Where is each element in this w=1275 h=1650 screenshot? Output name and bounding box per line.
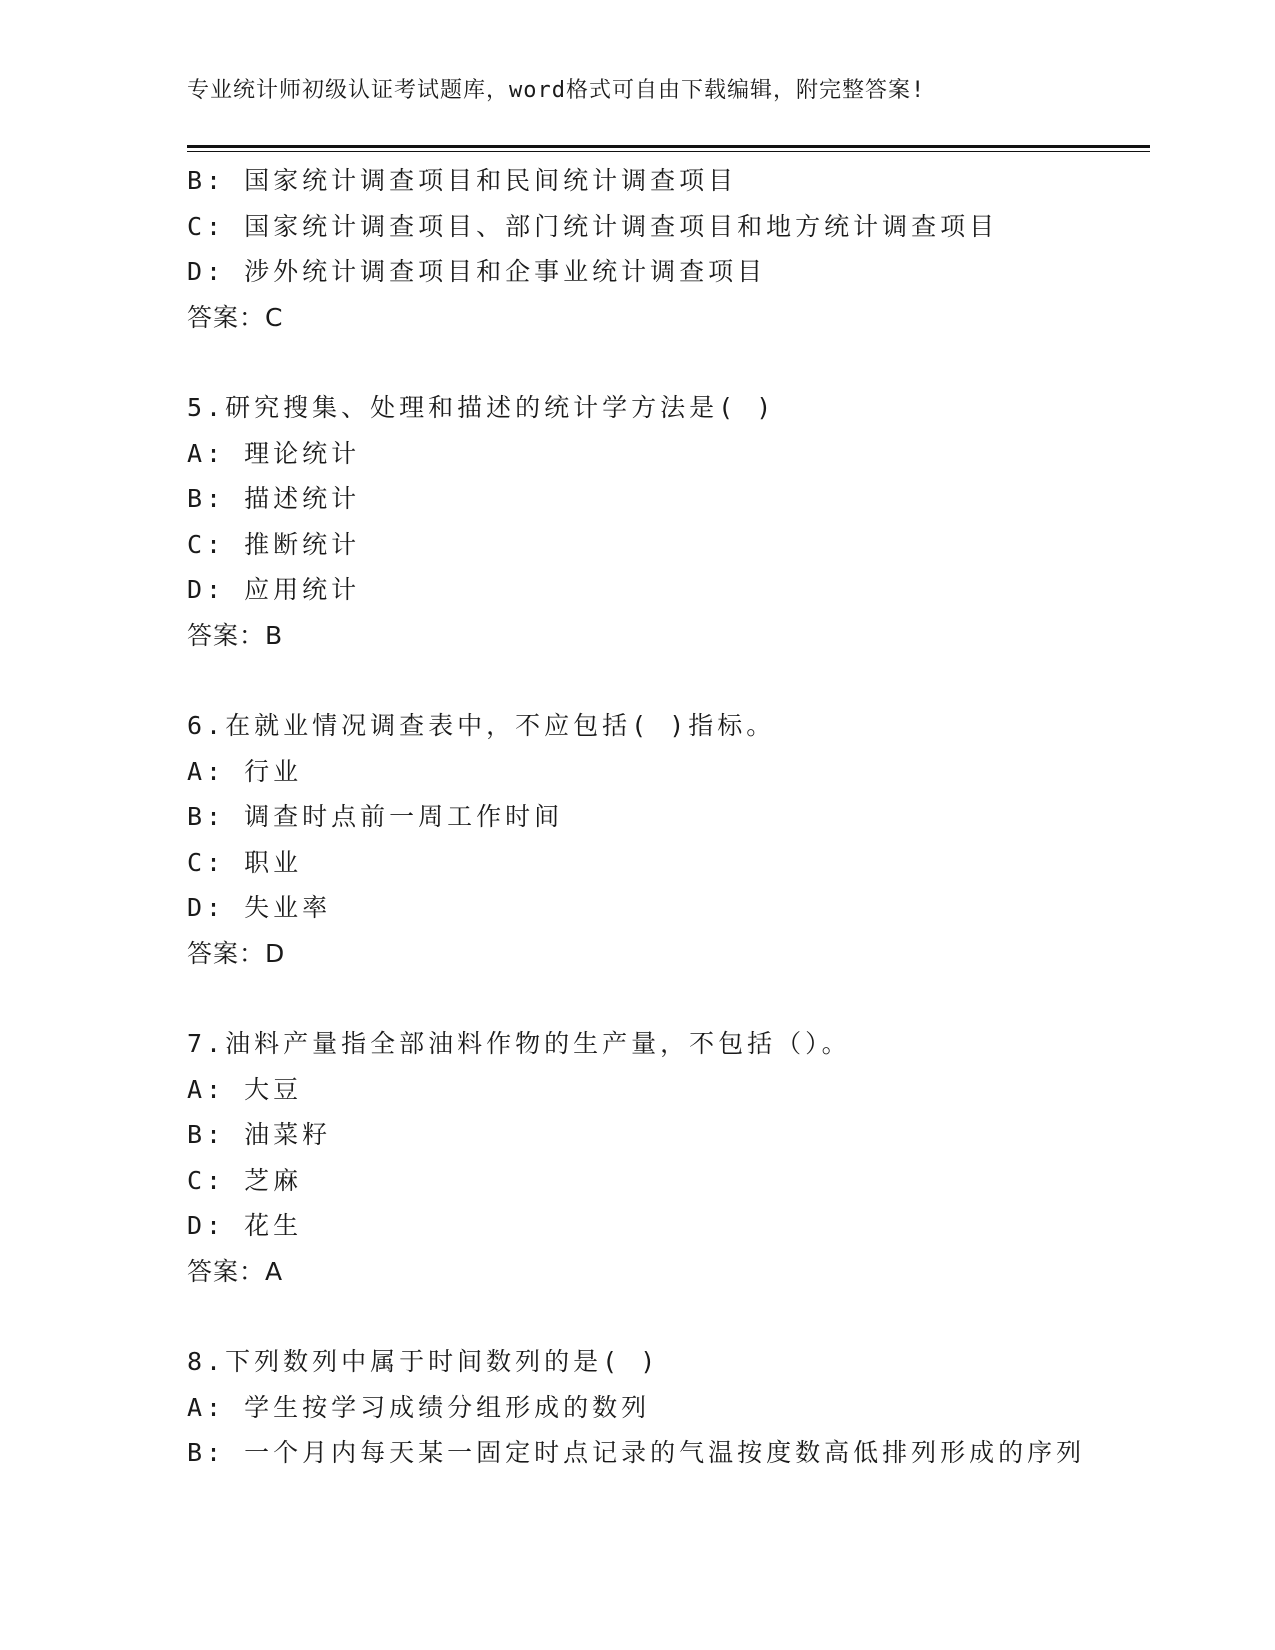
question-block bbox=[187, 1339, 1150, 1476]
question-block bbox=[187, 1021, 1150, 1294]
question-text: 5.研究搜集、处理和描述的统计学方法是( ) bbox=[187, 393, 776, 422]
question-text: 8.下列数列中属于时间数列的是( ) bbox=[187, 1347, 660, 1376]
option-b: B: 油菜籽 bbox=[187, 1120, 332, 1149]
option-b: B: 一个月内每天某一固定时点记录的气温按度数高低排列形成的序列 bbox=[187, 1438, 1086, 1467]
question-text: 6.在就业情况调查表中，不应包括( )指标。 bbox=[187, 711, 776, 740]
option-c: C: 芝麻 bbox=[187, 1165, 303, 1195]
question-block bbox=[187, 703, 1150, 976]
option-a: A: 理论统计 bbox=[187, 438, 361, 468]
option-a: A: 行业 bbox=[187, 756, 303, 786]
answer-text: 答案：A bbox=[187, 1256, 284, 1286]
option-a: A: 大豆 bbox=[187, 1074, 303, 1104]
option-b: B: 调查时点前一周工作时间 bbox=[187, 802, 564, 831]
question-text: 7.油料产量指全部油料作物的生产量，不包括（）。 bbox=[187, 1029, 851, 1058]
option-c: C: 职业 bbox=[187, 847, 303, 877]
option-a: A: 学生按学习成绩分组形成的数列 bbox=[187, 1392, 651, 1422]
option-d: D: 应用统计 bbox=[187, 575, 361, 604]
option-b: B: 国家统计调查项目和民间统计调查项目 bbox=[187, 166, 738, 195]
answer-text: 答案：B bbox=[187, 620, 284, 650]
option-c: C: 推断统计 bbox=[187, 529, 361, 559]
page-header: 专业统计师初级认证考试题库，word格式可自由下载编辑，附完整答案! bbox=[187, 78, 926, 103]
question-block bbox=[187, 385, 1150, 658]
option-d: D: 涉外统计调查项目和企事业统计调查项目 bbox=[187, 257, 767, 286]
option-d: D: 花生 bbox=[187, 1211, 303, 1240]
answer-text: 答案：C bbox=[187, 302, 284, 332]
option-c: C: 国家统计调查项目、部门统计调查项目和地方统计调查项目 bbox=[187, 211, 999, 241]
answer-text: 答案：D bbox=[187, 938, 286, 968]
question-block bbox=[187, 158, 1150, 340]
header-divider bbox=[187, 145, 1150, 152]
option-b: B: 描述统计 bbox=[187, 484, 361, 513]
option-d: D: 失业率 bbox=[187, 893, 332, 922]
question-list bbox=[187, 158, 1150, 1476]
